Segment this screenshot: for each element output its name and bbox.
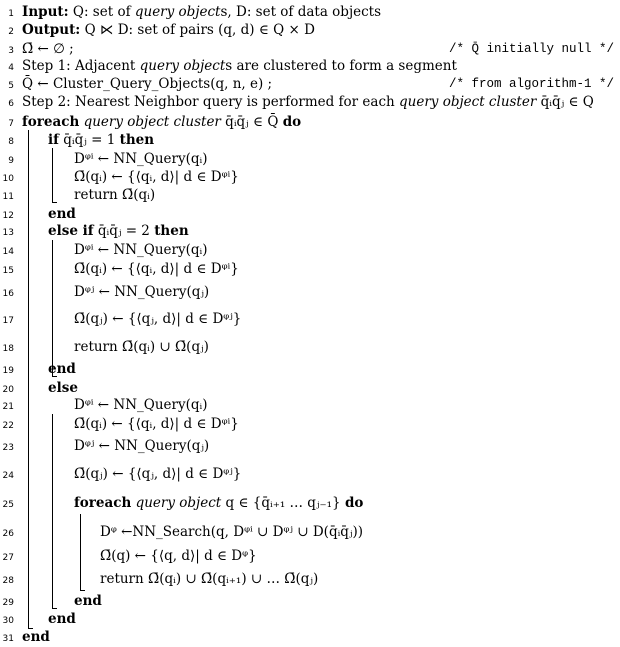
line-text: foreach query object cluster q̄ᵢq̄ⱼ ∈ Q̄ do xyxy=(22,114,302,130)
line-number: 26 xyxy=(2,529,14,539)
line-text: else xyxy=(48,380,78,396)
line-text: Ω̄(qᵢ) ← {⟨qᵢ, d⟩| d ∈ Dᵠⁱ} xyxy=(74,261,239,277)
line-text: end xyxy=(74,593,102,609)
line-number: 1 xyxy=(8,9,14,19)
line-number: 2 xyxy=(8,27,14,37)
line-number: 21 xyxy=(2,402,14,412)
line-number: 27 xyxy=(2,553,14,563)
line-number: 31 xyxy=(2,634,14,644)
line-text: Dᵠⁱ ← NN_Query(qᵢ) xyxy=(74,242,208,258)
line-comment: /* Q̄ initially null */ xyxy=(448,42,614,56)
block-rule xyxy=(52,240,53,376)
block-rule xyxy=(80,514,81,590)
line-text: end xyxy=(48,206,76,222)
line-number: 13 xyxy=(2,228,14,238)
line-text: Ω̄(qᵢ) ← {⟨qᵢ, d⟩| d ∈ Dᵠⁱ} xyxy=(74,416,239,432)
line-number: 12 xyxy=(2,211,14,221)
line-text: Output: Q ⋉ D: set of pairs (q, d) ∈ Q × D xyxy=(22,22,315,38)
line-number: 28 xyxy=(2,576,14,586)
line-text: Ω̄(q) ← {⟨q, d⟩| d ∈ Dᵠ} xyxy=(100,548,257,564)
line-text: Dᵠⁱ ← NN_Query(qᵢ) xyxy=(74,151,208,167)
line-text: Dᵠ ←NN_Search(q, Dᵠⁱ ∪ Dᵠʲ ∪ D(q̄ᵢq̄ⱼ)) xyxy=(100,524,364,540)
line-text: Step 1: Adjacent query objects are clustered to form a segment xyxy=(22,58,457,74)
line-text: Dᵠʲ ← NN_Query(qⱼ) xyxy=(74,284,210,300)
line-text: Q̄ ← Cluster_Query_Objects(q, n, e) ; xyxy=(22,76,273,92)
line-number: 30 xyxy=(2,616,14,626)
block-rule-tick xyxy=(52,608,57,609)
line-text: if q̄ᵢq̄ⱼ = 1 then xyxy=(48,132,155,148)
line-number: 25 xyxy=(2,500,14,510)
line-number: 15 xyxy=(2,266,14,276)
block-rule-tick xyxy=(52,376,57,377)
line-text: Step 2: Nearest Neighbor query is performed for each query object cluster q̄ᵢq̄ⱼ ∈ Q xyxy=(22,94,594,110)
line-number: 17 xyxy=(2,316,14,326)
line-number: 19 xyxy=(2,366,14,376)
line-comment: /* from algorithm-1 */ xyxy=(448,77,614,91)
line-number: 5 xyxy=(8,81,14,91)
block-rule xyxy=(52,148,53,202)
line-text: end xyxy=(22,629,50,645)
block-rule-tick xyxy=(28,628,33,629)
line-text: return Ω̄(qᵢ) ∪ Ω̄(qⱼ) xyxy=(74,339,209,355)
block-rule xyxy=(28,130,29,628)
line-text: end xyxy=(48,361,76,377)
line-text: Ω̄ ← ∅ ; xyxy=(22,41,74,57)
line-text: Ω̄(qⱼ) ← {⟨qⱼ, d⟩| d ∈ Dᵠʲ} xyxy=(74,466,242,482)
line-text: return Ω̄(qᵢ) xyxy=(74,187,156,203)
line-text: Ω̄(qᵢ) ← {⟨qᵢ, d⟩| d ∈ Dᵠⁱ} xyxy=(74,169,239,185)
line-number: 29 xyxy=(2,598,14,608)
line-number: 7 xyxy=(8,119,14,129)
block-rule-tick xyxy=(52,202,57,203)
line-text: foreach query object q ∈ {q̄ᵢ₊₁ … qⱼ₋₁} do xyxy=(74,495,364,511)
line-number: 10 xyxy=(2,174,14,184)
line-number: 8 xyxy=(8,137,14,147)
line-text: return Ω̄(qᵢ) ∪ Ω̄(qᵢ₊₁) ∪ … Ω̄(qⱼ) xyxy=(100,571,319,587)
line-text: Dᵠⁱ ← NN_Query(qᵢ) xyxy=(74,397,208,413)
line-number: 24 xyxy=(2,471,14,481)
line-number: 18 xyxy=(2,344,14,354)
line-number: 23 xyxy=(2,443,14,453)
line-number: 22 xyxy=(2,421,14,431)
line-number: 9 xyxy=(8,156,14,166)
line-text: Dᵠʲ ← NN_Query(qⱼ) xyxy=(74,438,210,454)
line-number: 16 xyxy=(2,289,14,299)
line-number: 6 xyxy=(8,99,14,109)
line-number: 4 xyxy=(8,63,14,73)
line-text: else if q̄ᵢq̄ⱼ = 2 then xyxy=(48,223,189,239)
line-text: Input: Q: set of query objects, D: set of data objects xyxy=(22,4,382,20)
line-text: end xyxy=(48,611,76,627)
line-number: 20 xyxy=(2,385,14,395)
line-text: Ω̄(qⱼ) ← {⟨qⱼ, d⟩| d ∈ Dᵠʲ} xyxy=(74,311,242,327)
block-rule xyxy=(52,414,53,608)
line-number: 11 xyxy=(2,192,14,202)
block-rule-tick xyxy=(80,590,85,591)
line-number: 14 xyxy=(2,247,14,257)
line-number: 3 xyxy=(8,46,14,56)
